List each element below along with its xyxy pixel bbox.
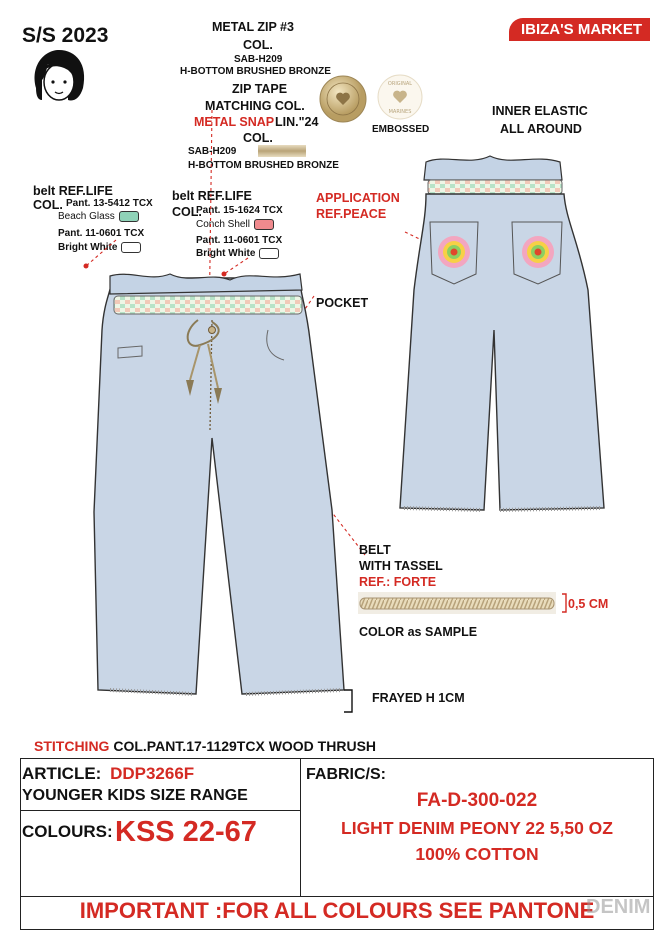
fabric-code: FA-D-300-022 <box>416 790 538 811</box>
belt-left-title: belt REF.LIFE <box>33 184 113 198</box>
watermark: DENIM <box>586 896 651 918</box>
zip-title: METAL ZIP #3 <box>212 20 294 34</box>
belt-left-pant1: Pant. 13-5412 TCX <box>66 198 153 209</box>
fabric-desc: LIGHT DENIM PEONY 22 5,50 OZ <box>341 818 613 838</box>
pocket-label: POCKET <box>316 296 369 310</box>
stitching-value: COL.PANT.17-1129TCX WOOD THRUSH <box>113 738 377 754</box>
application-line2: REF.PEACE <box>316 207 387 221</box>
svg-text:ORIGINAL: ORIGINAL <box>387 81 413 87</box>
article-line <box>22 764 194 784</box>
snap-finish: H-BOTTOM BRUSHED BRONZE <box>188 160 339 171</box>
season-label: S/S 2023 <box>22 24 109 47</box>
table-divider-h <box>20 810 300 811</box>
belt-ref: REF.: FORTE <box>359 575 437 589</box>
belt-left-col: COL. <box>33 198 63 212</box>
snap-lin: LIN."24 <box>275 115 319 129</box>
zip-col: COL. <box>243 38 273 52</box>
stitching-line <box>34 738 376 754</box>
belt-label: BELT <box>359 543 391 557</box>
belt-right-pant1: Pant. 15-1624 TCX <box>196 205 283 216</box>
zip-finish: H-BOTTOM BRUSHED BRONZE <box>180 66 331 77</box>
application-line1: APPLICATION <box>316 191 400 205</box>
snap-col: COL. <box>243 131 273 145</box>
tassel-label: WITH TASSEL <box>359 559 443 573</box>
frayed-label: FRAYED H 1CM <box>372 691 465 705</box>
front-pants-drawing <box>94 274 344 694</box>
size-range: YOUNGER KIDS SIZE RANGE <box>22 787 248 804</box>
snap-ref: SAB-H209 <box>188 146 237 157</box>
brand-badge: IBIZA'S MARKET <box>509 18 650 41</box>
cord-size: 0,5 CM <box>568 597 609 611</box>
belt-left-name2: Bright White <box>58 242 118 254</box>
back-pants-drawing <box>400 156 604 510</box>
belt-right-col: COL. <box>172 205 202 219</box>
important-notice: IMPORTANT :FOR ALL COLOURS SEE PANTONE <box>79 898 595 923</box>
svg-text:MARINES: MARINES <box>388 109 412 115</box>
fabric-label: FABRIC/S: <box>306 766 386 783</box>
colours-code: KSS 22-67 <box>115 816 257 848</box>
belt-left-pant2: Pant. 11-0601 TCX <box>58 228 145 239</box>
belt-left-name1: Beach Glass <box>58 211 115 223</box>
stitching-label: STITCHING <box>34 738 110 754</box>
belt-right-pant2: Pant. 11-0601 TCX <box>196 235 283 246</box>
fabric-composition: 100% COTTON <box>415 844 539 864</box>
cord-color: COLOR as SAMPLE <box>359 625 478 639</box>
belt-right-name1: Conch Shell <box>196 219 250 231</box>
embossed-label: EMBOSSED <box>372 124 430 135</box>
zip-tape: ZIP TAPE <box>232 82 288 96</box>
belt-right-title: belt REF.LIFE <box>172 189 252 203</box>
inner-elastic-line1: INNER ELASTIC <box>492 104 588 118</box>
zip-ref: SAB-H209 <box>234 54 283 65</box>
snap-label: METAL SNAP <box>194 115 275 129</box>
colours-label: COLOURS: <box>22 822 113 841</box>
article-label: ARTICLE: <box>22 764 102 783</box>
article-code: DDP3266F <box>110 764 195 783</box>
belt-right-name2: Bright White <box>196 248 256 260</box>
zip-tape-color: MATCHING COL. <box>205 99 305 113</box>
table-divider-footer <box>20 896 654 897</box>
inner-elastic-line2: ALL AROUND <box>500 122 582 136</box>
